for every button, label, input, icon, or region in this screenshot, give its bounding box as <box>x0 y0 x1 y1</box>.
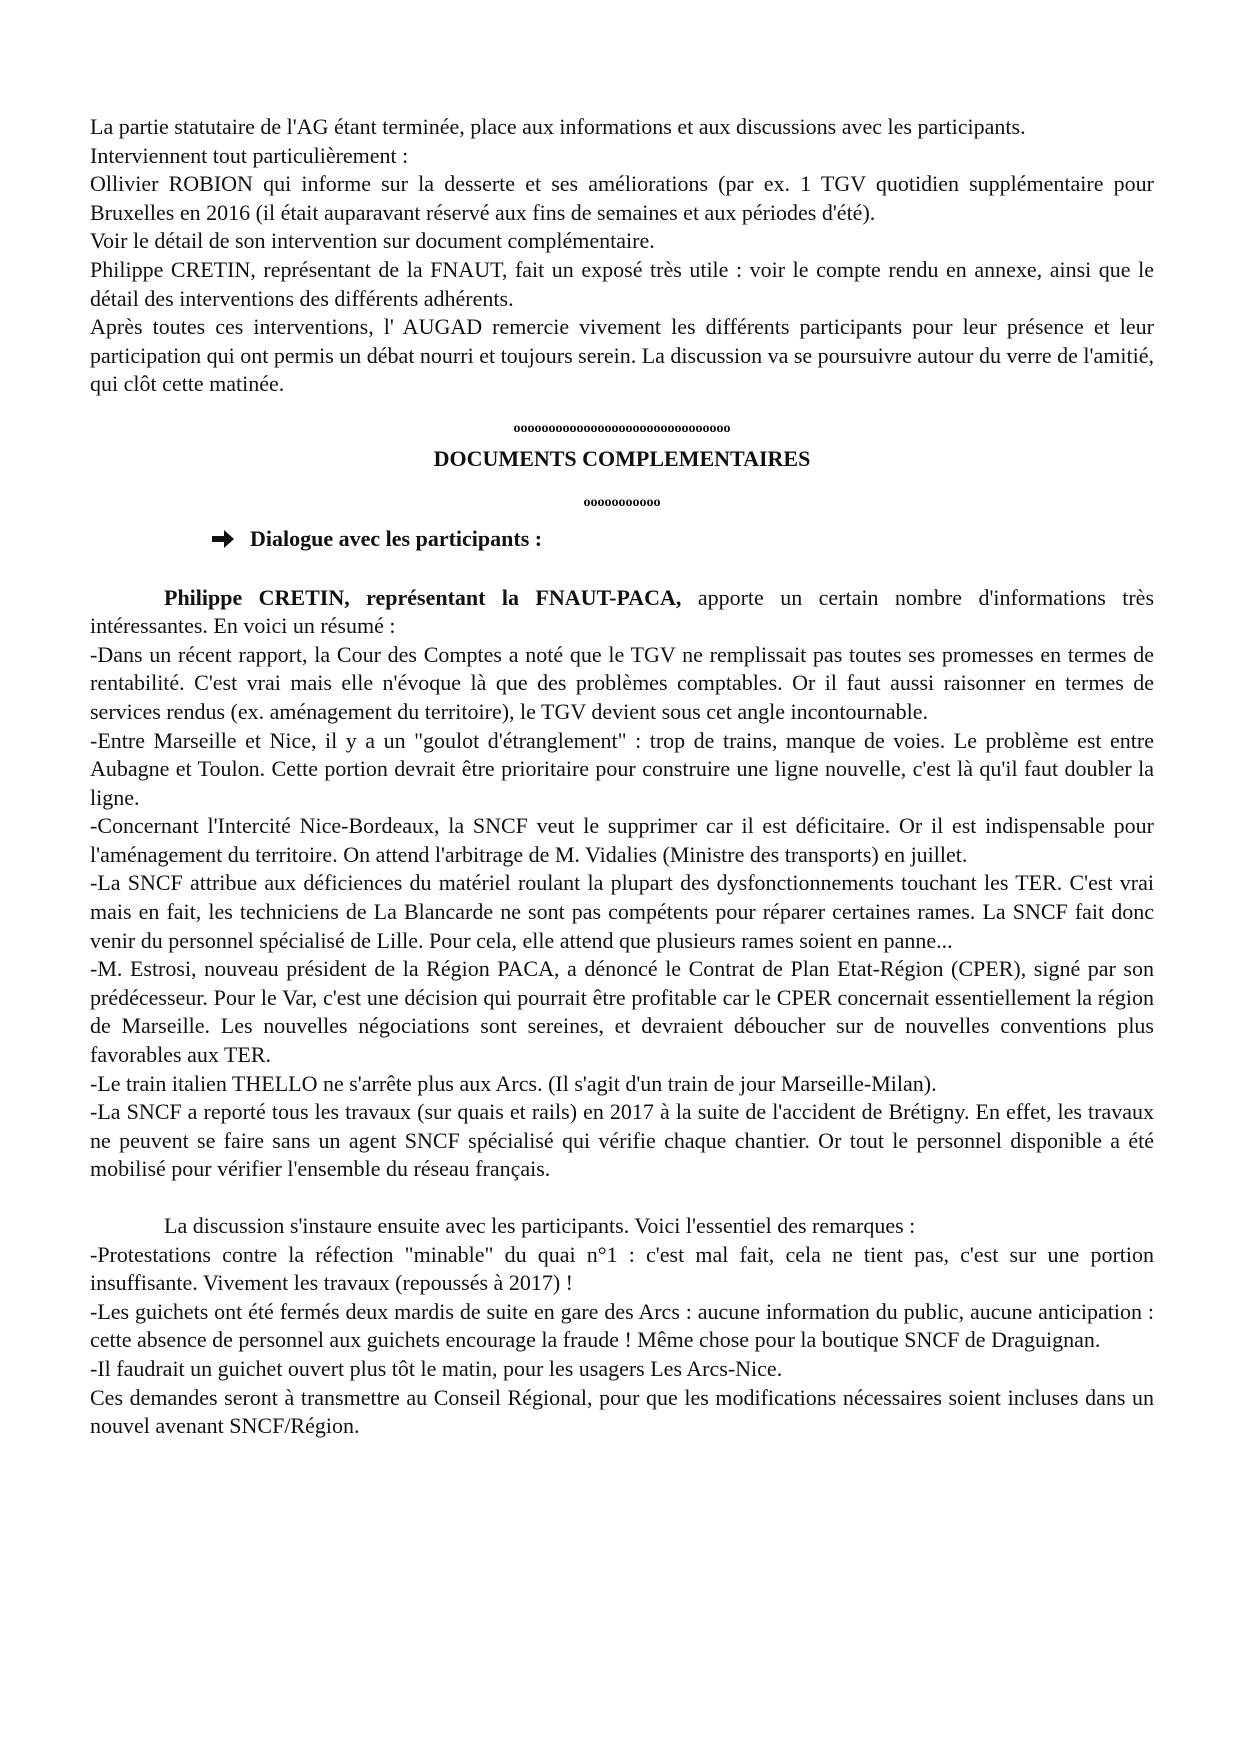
cretin-item: -Le train italien THELLO ne s'arrête plus aux Arcs. (Il s'agit d'un train de jour Marseille-Milan). <box>90 1070 937 1096</box>
intro-paragraph-5: Philippe CRETIN, représentant de la FNAUT, fait un exposé très utile : voir le compte rendu en annexe, ainsi que le détail des interventions des différents adhérents. <box>90 256 1154 311</box>
cretin-item: -La SNCF a reporté tous les travaux (sur quais et rails) en 2017 à la suite de l'accident de Brétigny. En effet, les travaux ne peuvent se faire sans un agent SNCF spécialisé qui vérifie chaque chantier. Or tout le personnel disponible a été mobilisé pour vérifier l'ensemble du réseau français. <box>90 1099 1154 1182</box>
separator-long: ooooooooooooooooooooooooooooooo <box>513 420 731 436</box>
intro-paragraph-4: Voir le détail de son intervention sur document complémentaire. <box>90 228 655 254</box>
section-heading: DOCUMENTS COMPLEMENTAIRES <box>433 445 811 471</box>
discussion-lead: La discussion s'instaure ensuite avec les participants. Voici l'essentiel des remarques : <box>164 1213 916 1238</box>
cretin-lead-rest: apporte un certain nombre d'informations très intéressantes. En voici un résumé : <box>90 584 1155 639</box>
section-title <box>90 525 1154 554</box>
intro-paragraph-1: La partie statutaire de l'AG étant terminée, place aux informations et aux discussions avec les participants. <box>90 114 1026 139</box>
cretin-lead <box>90 584 1154 641</box>
discussion-item: -Les guichets ont été fermés deux mardis de suite en gare des Arcs : aucune information du public, aucune anticipation : cette absence de personnel aux guichets encourage la fraude ! Même chose pour la boutique SNCF de Draguignan. <box>90 1298 1154 1353</box>
intro-paragraph-2: Interviennent tout particulièrement : <box>90 142 409 168</box>
intro-paragraph-6: Après toutes ces interventions, l' AUGAD remercie vivement les différents participants pour leur présence et leur participation qui ont permis un débat nourri et toujours serein. La discussion va se poursuivre autour du verre de l'amitié, qui clôt cette matinée. <box>90 314 1154 397</box>
section-title-text: Dialogue avec les participants : <box>250 525 543 551</box>
cretin-item: -Concernant l'Intercité Nice-Bordeaux, la SNCF veut le supprimer car il est déficitaire. Or il est indispensable pour l'aménagement du territoire. On attend l'arbitrage de M. Vidalies (Ministre des transports) en juillet. <box>90 813 1154 867</box>
discussion-section <box>90 1212 1154 1441</box>
discussion-item: -Il faudrait un guichet ouvert plus tôt le matin, pour les usagers Les Arcs-Nice. <box>90 1355 783 1381</box>
cretin-item: -Dans un récent rapport, la Cour des Comptes a noté que le TGV ne remplissait pas toutes ses promesses en termes de rentabilité. C'est vrai mais elle n'évoque là que des problèmes comptables. Or il faut aussi raisonner en termes de services rendus (ex. aménagement du territoire), le TGV devient sous cet angle incontournable. <box>90 641 1154 724</box>
cretin-lead-bold: Philippe CRETIN, représentant la FNAUT-PACA, <box>164 584 682 610</box>
cretin-section <box>90 584 1154 1184</box>
right-arrow-icon <box>210 528 236 550</box>
discussion-item: Ces demandes seront à transmettre au Conseil Régional, pour que les modifications nécessaires soient incluses dans un nouvel avenant SNCF/Région. <box>90 1384 1154 1439</box>
separator-short: ooooooooooo <box>583 494 661 510</box>
cretin-item: -La SNCF attribue aux déficiences du matériel roulant la plupart des dysfonctionnements touchant les TER. C'est vrai mais en fait, les techniciens de La Blancarde ne sont pas compétents pour réparer certaines rames. La SNCF fait donc venir du personnel spécialisé de Lille. Pour cela, elle attend que plusieurs rames soient en panne... <box>90 870 1154 953</box>
document-page <box>90 113 1154 1441</box>
cretin-item: -M. Estrosi, nouveau président de la Région PACA, a dénoncé le Contrat de Plan Etat-Région (CPER), signé par son prédécesseur. Pour le Var, c'est une décision qui pourrait être profitable car le CPER concernait essentiellement la région de Marseille. Les nouvelles négociations sont sereines, et devraient déboucher sur de nouvelles conventions plus favorables aux TER. <box>90 956 1154 1068</box>
cretin-item: -Entre Marseille et Nice, il y a un "goulot d'étranglement" : trop de trains, manque de voies. Le problème est entre Aubagne et Toulon. Cette portion devrait être prioritaire pour construire une ligne nouvelle, c'est là qu'il faut doubler la ligne. <box>90 727 1154 810</box>
intro-paragraph-3: Ollivier ROBION qui informe sur la desserte et ses améliorations (par ex. 1 TGV quotidien supplémentaire pour Bruxelles en 2016 (il était auparavant réservé aux fins de semaines et aux périodes d'été). <box>90 171 1154 225</box>
discussion-item: -Protestations contre la réfection "minable" du quai n°1 : c'est mal fait, cela ne tient pas, c'est sur une portion insuffisante. Vivement les travaux (repoussés à 2017) ! <box>90 1241 1154 1296</box>
